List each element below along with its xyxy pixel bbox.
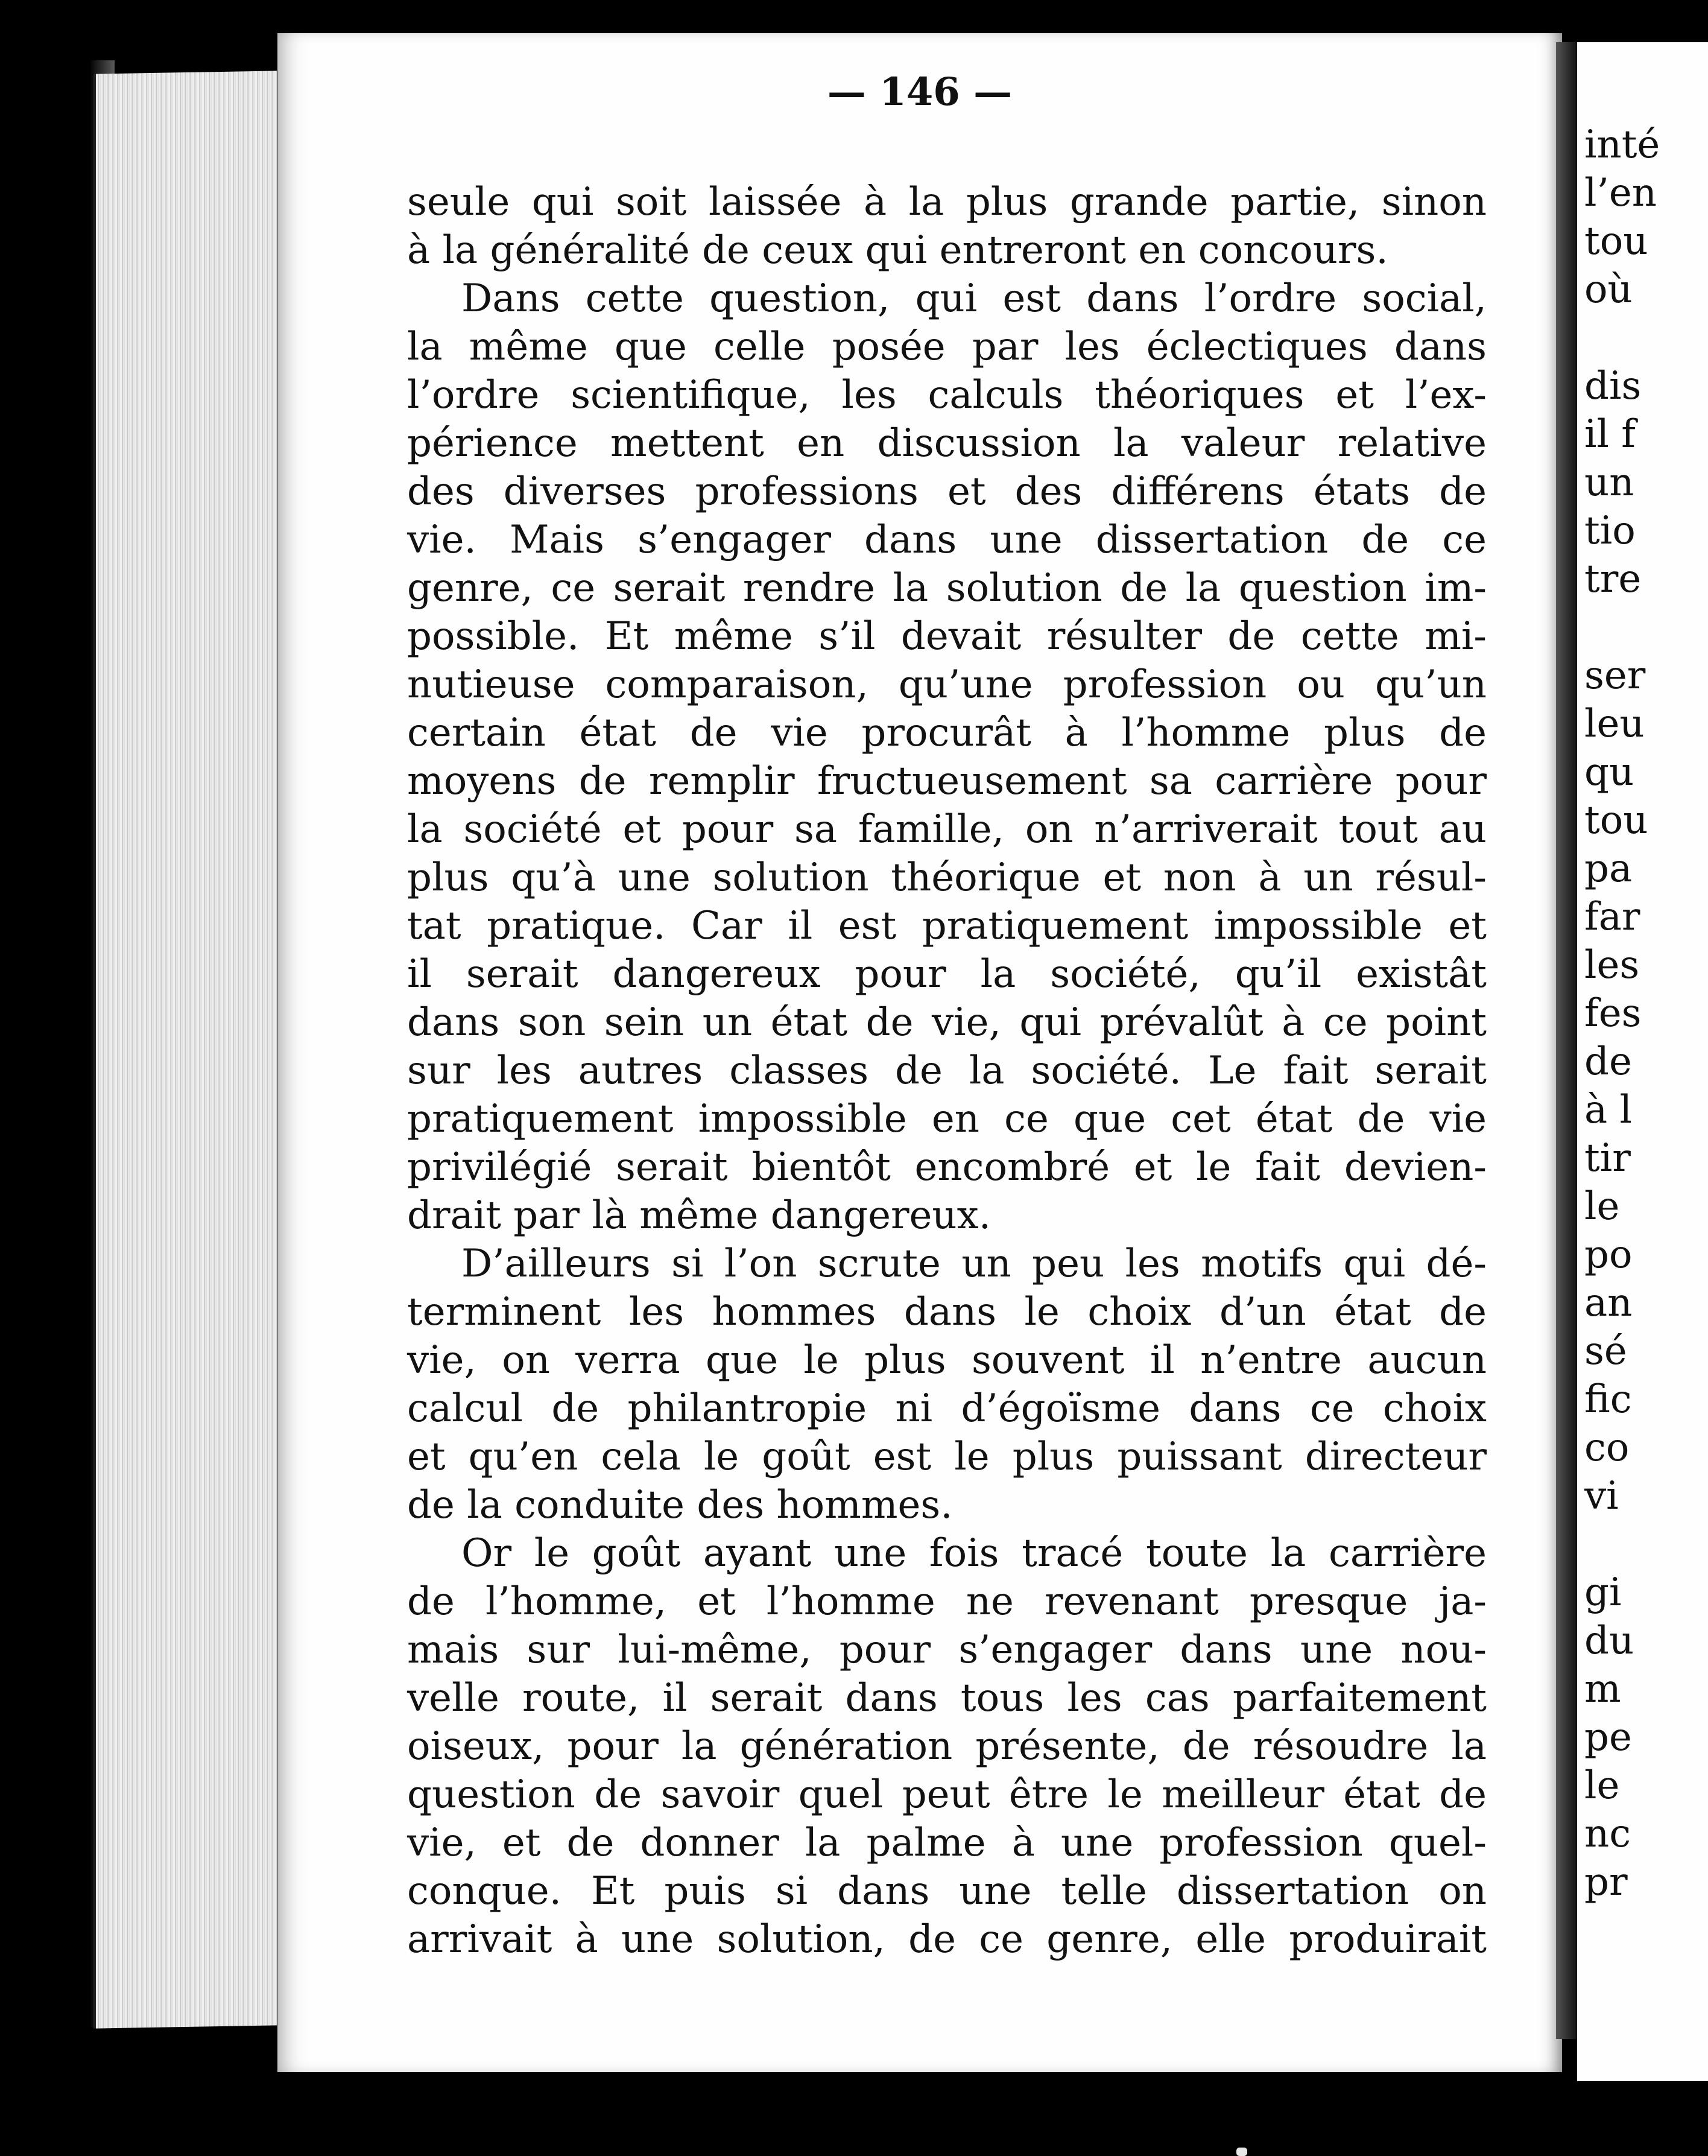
text-line: de l’homme, et l’homme ne revenant presque ja- xyxy=(407,1579,1487,1624)
text-line: D’ailleurs si l’on scrute un peu les motifs qui dé- xyxy=(461,1241,1487,1286)
text-line: dans son sein un état de vie, qui prévalût à ce point xyxy=(407,1000,1487,1045)
page-number-header: — 146 — xyxy=(827,69,1013,115)
page-body-text xyxy=(407,178,1487,1964)
right-text-fragment: inté xyxy=(1584,122,1660,167)
text-line: de la conduite des hommes. xyxy=(407,1483,953,1527)
right-text-fragment: tou xyxy=(1584,219,1648,264)
right-text-fragment: le xyxy=(1584,1184,1620,1229)
text-line: oiseux, pour la génération présente, de résoudre la xyxy=(407,1724,1487,1769)
text-line: à la généralité de ceux qui entreront en concours. xyxy=(407,228,1388,273)
text-line: terminent les hommes dans le choix d’un état de xyxy=(407,1290,1487,1334)
right-text-fragment: un xyxy=(1584,460,1634,505)
text-line: nutieuse comparaison, qu’une profession ou qu’un xyxy=(407,662,1487,707)
text-line: question de savoir quel peut être le meilleur état de xyxy=(407,1772,1487,1817)
right-text-fragment: m xyxy=(1584,1667,1621,1711)
text-line: la société et pour sa famille, on n’arriverait tout au xyxy=(407,807,1487,852)
text-line: vie, on verra que le plus souvent il n’entre aucun xyxy=(407,1338,1487,1383)
right-text-fragment: gi xyxy=(1584,1570,1622,1615)
right-text-fragment: du xyxy=(1584,1619,1634,1663)
right-text-fragment: ser xyxy=(1584,653,1646,698)
right-text-fragment: tre xyxy=(1584,557,1642,601)
right-text-fragment: de xyxy=(1584,1039,1632,1084)
text-line: moyens de remplir fructueusement sa carrière pour xyxy=(407,759,1487,804)
right-text-fragment: fic xyxy=(1584,1377,1632,1422)
right-text-fragment xyxy=(1584,603,1708,652)
right-text-fragment: co xyxy=(1584,1425,1630,1470)
right-text-fragment: sé xyxy=(1584,1329,1627,1374)
right-text-fragment: tio xyxy=(1584,509,1636,553)
right-text-fragment: tir xyxy=(1584,1136,1631,1181)
right-text-fragment: leu xyxy=(1584,702,1645,746)
text-line: drait par là même dangereux. xyxy=(407,1193,992,1238)
text-line: Dans cette question, qui est dans l’ordre social, xyxy=(461,276,1487,321)
text-line: conque. Et puis si dans une telle dissertation on xyxy=(407,1869,1487,1913)
book-gutter xyxy=(1556,42,1577,2039)
right-text-fragment: qu xyxy=(1584,750,1634,794)
right-text-fragment xyxy=(1584,1520,1708,1568)
book-page-edges xyxy=(93,71,277,2028)
text-line: il serait dangereux pour la société, qu’il existât xyxy=(407,952,1487,997)
text-line: certain état de vie procurât à l’homme plus de xyxy=(407,711,1487,755)
right-text-fragment: dis xyxy=(1584,364,1642,408)
right-text-fragment: à l xyxy=(1584,1088,1632,1132)
text-line: arrivait à une solution, de ce genre, elle produirait xyxy=(407,1917,1487,1962)
right-text-fragment: po xyxy=(1584,1232,1633,1277)
right-text-fragment: an xyxy=(1584,1281,1633,1325)
right-text-fragment: pe xyxy=(1584,1715,1632,1760)
right-text-fragment: nc xyxy=(1584,1812,1631,1856)
text-line: vie. Mais s’engager dans une dissertation de ce xyxy=(407,518,1487,562)
text-line: seule qui soit laissée à la plus grande partie, sinon xyxy=(407,180,1487,224)
text-line: plus qu’à une solution théorique et non à un résul- xyxy=(407,855,1487,900)
text-line: pratiquement impossible en ce que cet état de vie xyxy=(407,1097,1487,1141)
text-line: genre, ce serait rendre la solution de la question im- xyxy=(407,566,1487,610)
right-text-fragment: fes xyxy=(1584,991,1642,1036)
right-text-fragment: les xyxy=(1584,943,1640,988)
right-text-fragment: l’en xyxy=(1584,171,1657,215)
left-page xyxy=(277,33,1562,2072)
right-text-fragment: tou xyxy=(1584,798,1648,843)
text-line: possible. Et même s’il devait résulter de cette mi- xyxy=(407,614,1487,659)
page-speck xyxy=(1236,2148,1247,2156)
text-line: périence mettent en discussion la valeur relative xyxy=(407,421,1487,466)
right-text-fragment: pr xyxy=(1584,1860,1628,1904)
right-text-fragment: vi xyxy=(1584,1474,1619,1518)
text-line: velle route, il serait dans tous les cas parfaitement xyxy=(407,1676,1487,1720)
text-line: la même que celle posée par les éclectiques dans xyxy=(407,325,1487,369)
text-line: vie, et de donner la palme à une profession quel- xyxy=(407,1821,1487,1865)
right-text-fragment: pa xyxy=(1584,846,1633,891)
text-line: l’ordre scientifique, les calculs théoriques et l’ex- xyxy=(407,373,1487,417)
right-text-fragment: où xyxy=(1584,267,1633,312)
text-line: mais sur lui-même, pour s’engager dans une nou- xyxy=(407,1628,1487,1672)
right-page-text xyxy=(1584,121,1708,1906)
text-line: calcul de philantropie ni d’égoïsme dans ce choix xyxy=(407,1386,1487,1431)
right-text-fragment: far xyxy=(1584,895,1640,939)
right-text-fragment xyxy=(1584,314,1708,362)
text-line: des diverses professions et des différens états de xyxy=(407,469,1487,514)
text-line: tat pratique. Car il est pratiquement impossible et xyxy=(407,904,1487,948)
text-line: et qu’en cela le goût est le plus puissant directeur xyxy=(407,1435,1487,1479)
right-page-partial xyxy=(1577,42,1708,2081)
text-line: Or le goût ayant une fois tracé toute la carrière xyxy=(461,1531,1487,1576)
right-text-fragment: le xyxy=(1584,1763,1620,1808)
text-line: privilégié serait bientôt encombré et le fait devien- xyxy=(407,1145,1487,1190)
text-line: sur les autres classes de la société. Le fait serait xyxy=(407,1048,1487,1093)
right-text-fragment: il f xyxy=(1584,412,1636,457)
